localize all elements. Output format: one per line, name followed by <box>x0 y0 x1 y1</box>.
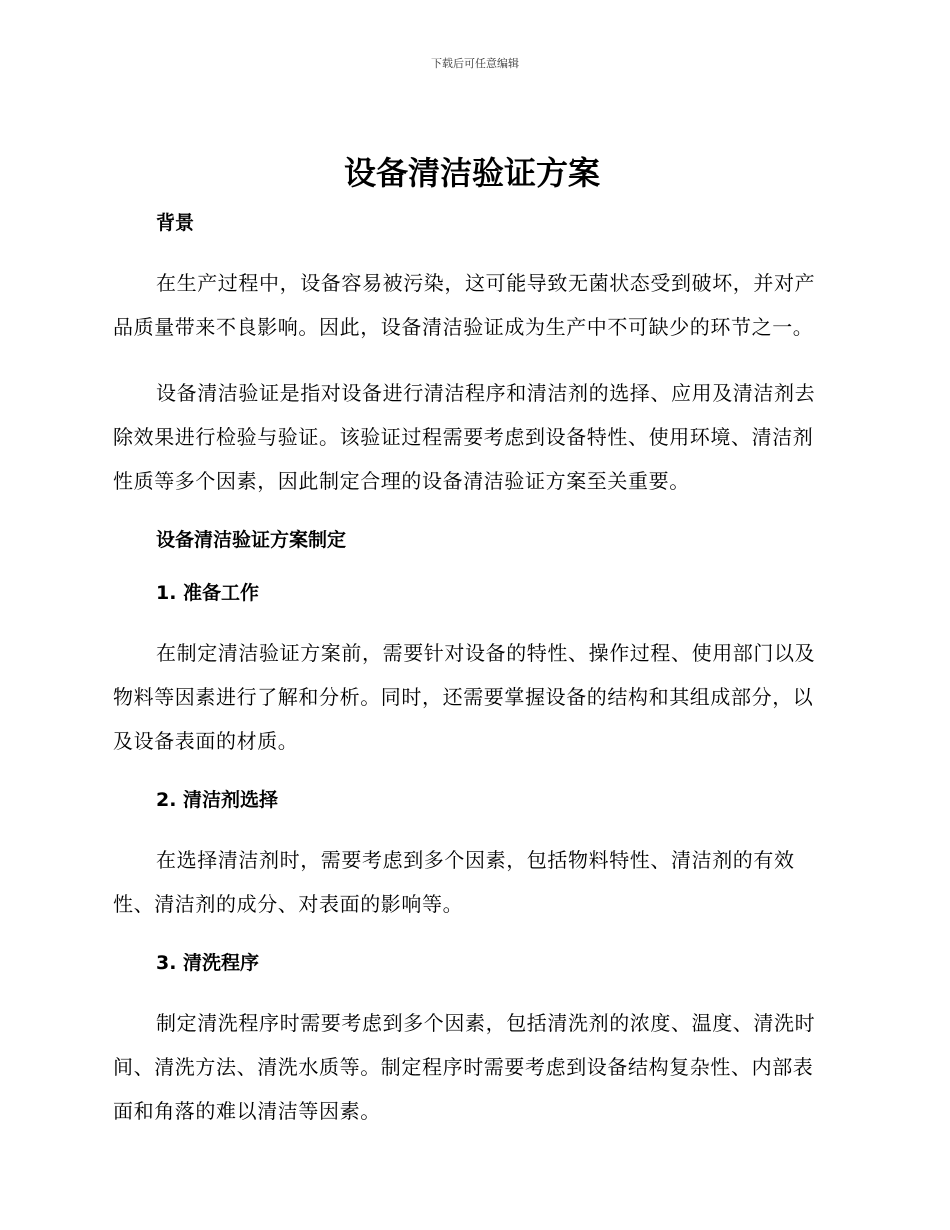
paragraph-step-1: 在制定清洁验证方案前，需要针对设备的特性、操作过程、使用部门以及物料等因素进行了解和分析。同时，还需要掌握设备的结构和其组成部分，以及设备表面的材质。 <box>113 641 816 753</box>
page-header-note: 下载后可任意编辑 <box>431 57 519 70</box>
section-heading-step-1: 1. 准备工作 <box>156 582 260 604</box>
document-title: 设备清洁验证方案 <box>343 154 600 192</box>
section-heading-plan: 设备清洁验证方案制定 <box>156 529 347 551</box>
paragraph-step-2: 在选择清洁剂时，需要考虑到多个因素，包括物料特性、清洁剂的有效性、清洁剂的成分、对表面的影响等。 <box>113 848 795 916</box>
paragraph-step-3: 制定清洗程序时需要考虑到多个因素，包括清洗剂的浓度、温度、清洗时间、清洗方法、清洗水质等。制定程序时需要考虑到设备结构复杂性、内部表面和角落的难以清洁等因素。 <box>113 1011 816 1123</box>
paragraph-background-1: 在生产过程中，设备容易被污染，这可能导致无菌状态受到破坏，并对产品质量带来不良影响。因此，设备清洁验证成为生产中不可缺少的环节之一。 <box>113 271 816 339</box>
document-body <box>113 150 831 1133</box>
section-heading-background: 背景 <box>156 212 195 234</box>
section-heading-step-2: 2. 清洁剂选择 <box>156 789 279 811</box>
section-heading-step-3: 3. 清洗程序 <box>156 952 260 974</box>
paragraph-background-2: 设备清洁验证是指对设备进行清洁程序和清洁剂的选择、应用及清洁剂去除效果进行检验与验证。该验证过程需要考虑到设备特性、使用环境、清洁剂性质等多个因素，因此制定合理的设备清洁验证方案至关重要。 <box>113 381 816 493</box>
